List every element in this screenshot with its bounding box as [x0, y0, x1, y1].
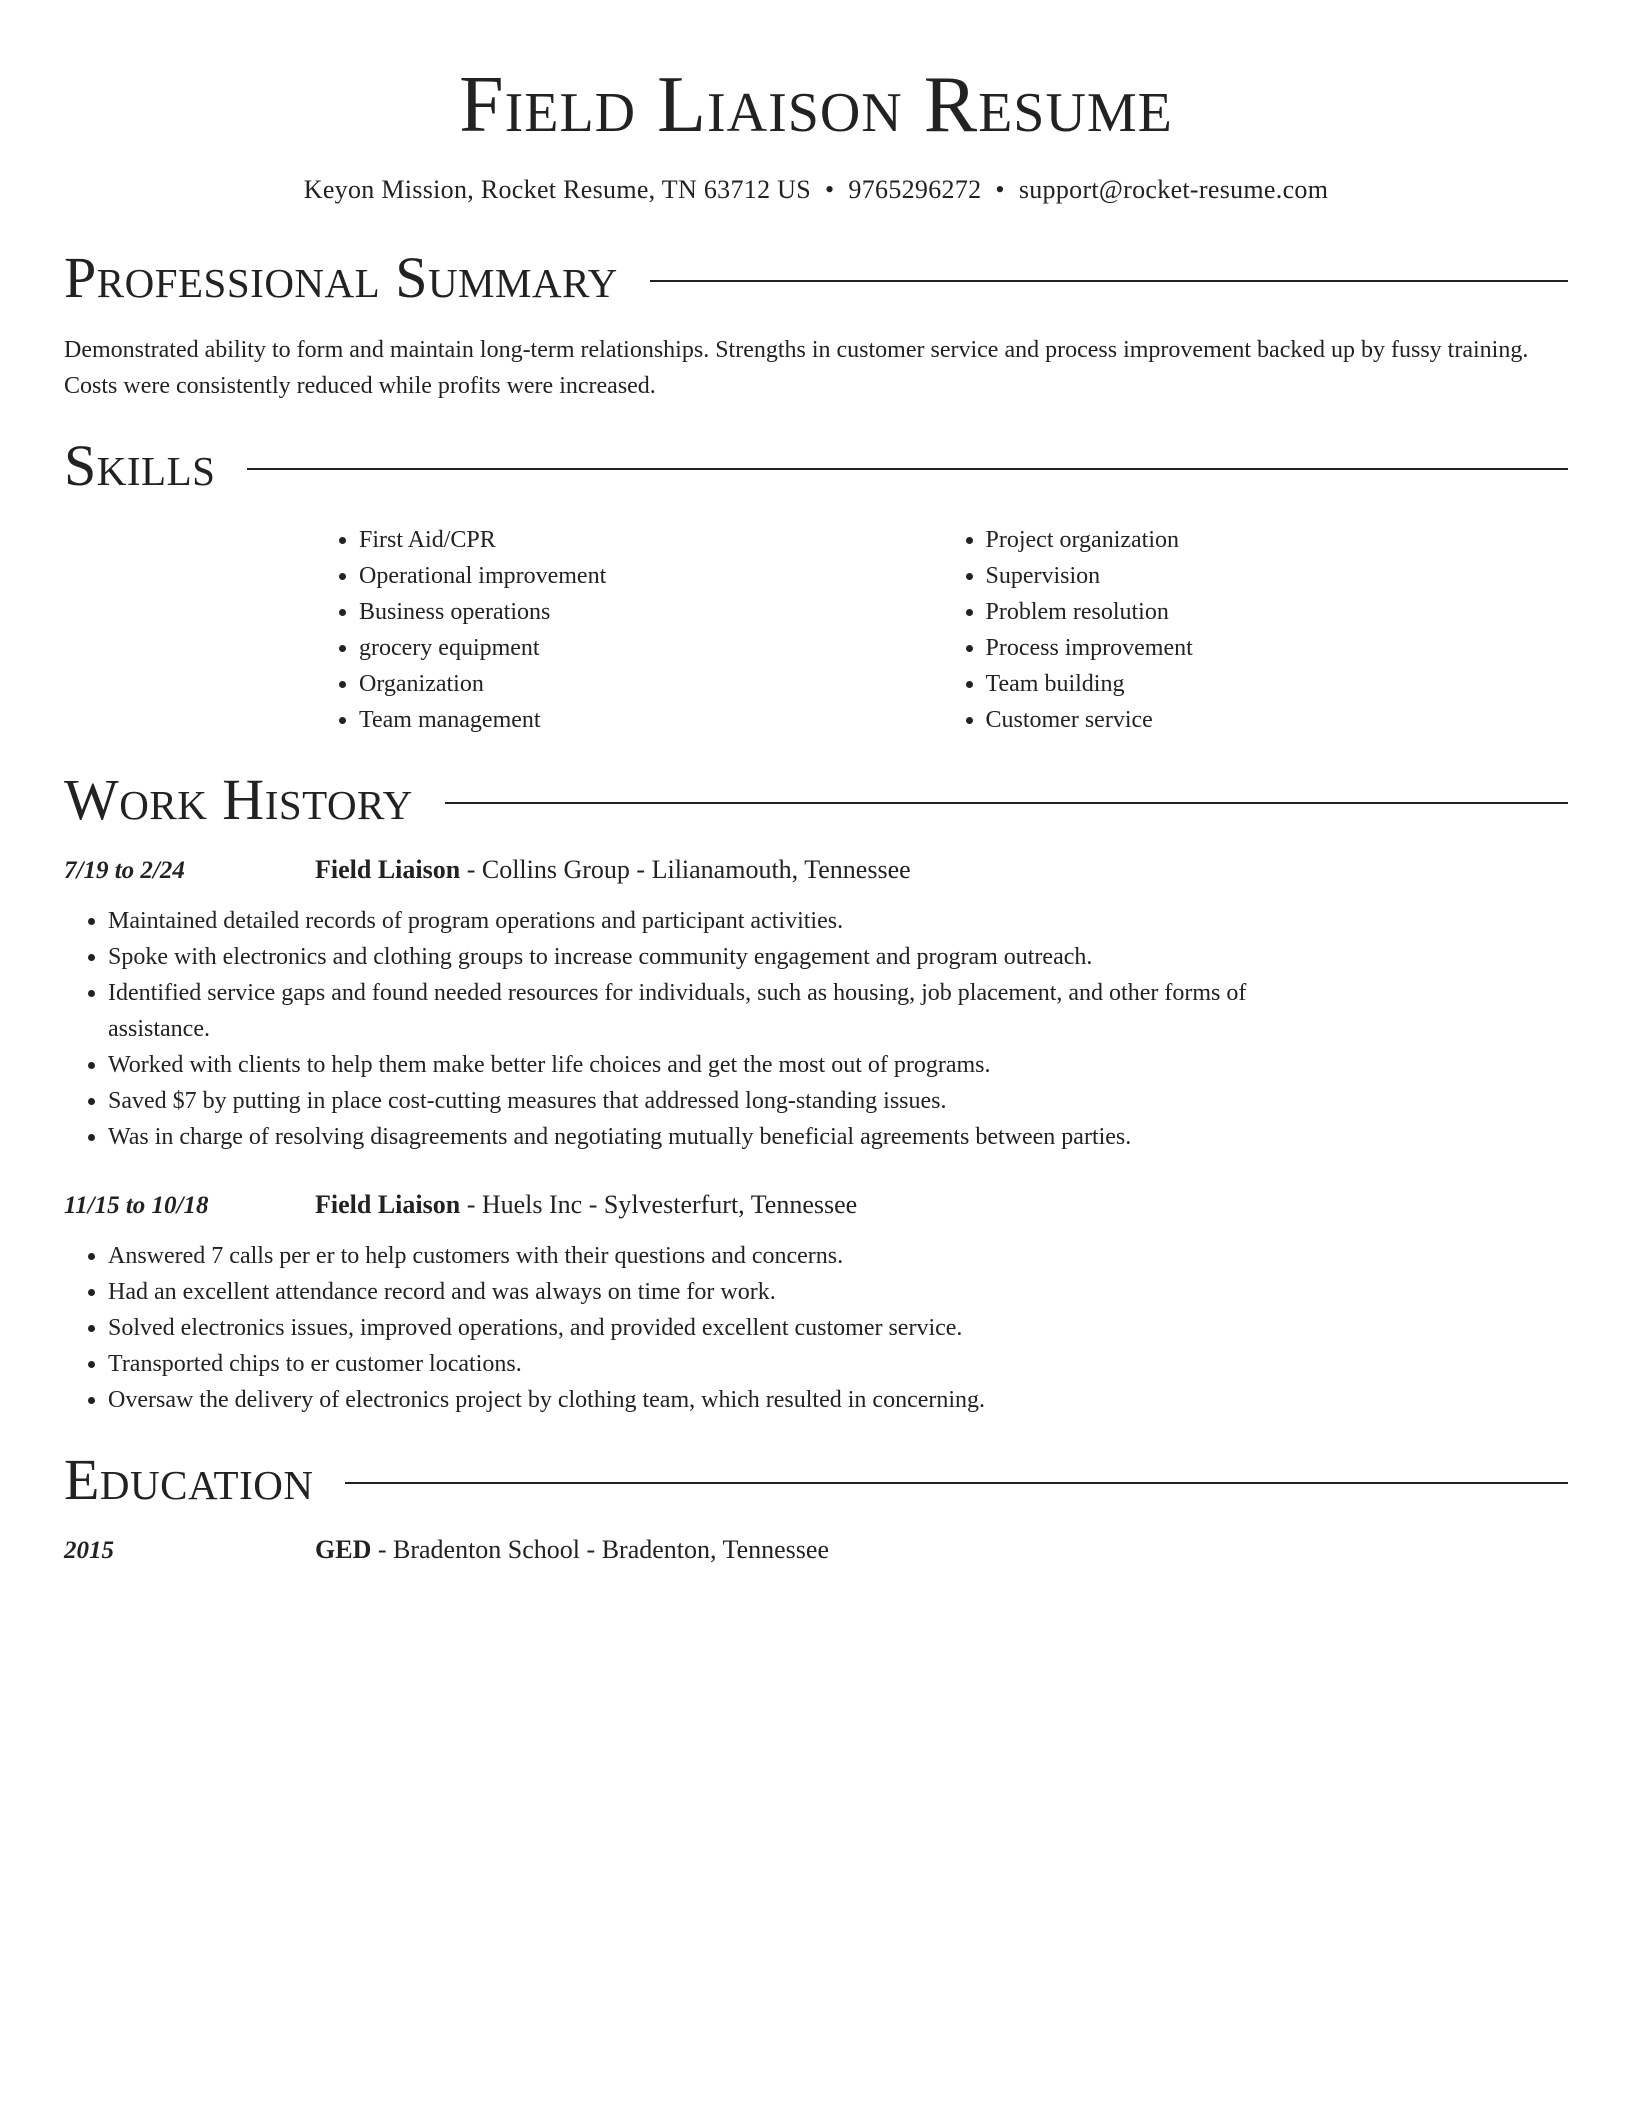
contact-email: support@rocket-resume.com [1018, 175, 1329, 204]
resume-title: Field Liaison Resume [459, 61, 1173, 149]
skills-grid [315, 522, 1568, 738]
skill-item: • First Aid/CPR [359, 522, 942, 558]
skill-item: • Operational improvement [359, 558, 942, 594]
education-school-location: - Bradenton School - Bradenton, Tennessee [371, 1535, 829, 1564]
job-bullet: • Saved $7 by putting in place cost-cutting measures that addressed long-standing issues. [108, 1083, 1308, 1119]
skill-item: • Supervision [986, 558, 1569, 594]
education-year: 2015 [64, 1537, 114, 1564]
education-entry [64, 1532, 1568, 1569]
education-degree: GED [315, 1535, 372, 1564]
job-heading [315, 1187, 857, 1223]
contact-address: Keyon Mission, Rocket Resume, TN 63712 US [303, 175, 812, 204]
job-bullet: • Had an excellent attendance record and was always on time for work. [108, 1274, 1308, 1310]
section-divider [650, 280, 1568, 282]
work-history-heading-row [64, 768, 1568, 832]
skill-item: • Project organization [986, 522, 1569, 558]
job-title: Field Liaison [315, 1190, 461, 1219]
job-dates: 11/15 to 10/18 [64, 1192, 209, 1219]
contact-separator: • [825, 175, 835, 204]
job-employer-location: - Collins Group - Lilianamouth, Tennessee [460, 855, 911, 884]
summary-text: Demonstrated ability to form and maintain long-term relationships. Strengths in customer service and process improvement backed up by fussy training. Costs were consistently reduced while profits were increased. [64, 337, 1529, 399]
job-entry [64, 1187, 1568, 1418]
skill-item: • Business operations [359, 594, 942, 630]
skill-item: • Team building [986, 666, 1569, 702]
skill-item: • Team management [359, 702, 942, 738]
contact-separator: • [995, 175, 1005, 204]
skills-heading: Skills [64, 433, 216, 498]
job-bullet: • Solved electronics issues, improved operations, and provided excellent customer service. [108, 1310, 1308, 1346]
summary-heading: Professional Summary [64, 245, 618, 310]
job-dates: 7/19 to 2/24 [64, 857, 185, 884]
summary-heading-row [64, 246, 1568, 310]
skill-item: • Problem resolution [986, 594, 1569, 630]
job-employer-location: - Huels Inc - Sylvesterfurt, Tennessee [460, 1190, 858, 1219]
job-bullet-list [64, 903, 1308, 1155]
job-title: Field Liaison [315, 855, 461, 884]
skill-item: • Organization [359, 666, 942, 702]
job-bullet: • Worked with clients to help them make better life choices and get the most out of programs. [108, 1047, 1308, 1083]
skill-item: • grocery equipment [359, 630, 942, 666]
job-bullet: • Answered 7 calls per er to help customers with their questions and concerns. [108, 1238, 1308, 1274]
skill-item: • Process improvement [986, 630, 1569, 666]
job-bullet: • Transported chips to er customer locations. [108, 1346, 1308, 1382]
education-heading-row [64, 1448, 1568, 1512]
skills-column-right [942, 522, 1569, 738]
contact-phone: 9765296272 [848, 175, 982, 204]
job-header [64, 1187, 1568, 1224]
education-section [64, 1448, 1568, 1569]
education-heading-line [315, 1532, 829, 1568]
job-bullet: • Spoke with electronics and clothing groups to increase community engagement and program outreach. [108, 939, 1308, 975]
work-history-section [64, 768, 1568, 1418]
section-divider [445, 802, 1568, 804]
job-heading [315, 852, 911, 888]
job-entry [64, 852, 1568, 1155]
job-bullet: • Identified service gaps and found needed resources for individuals, such as housing, job placement, and other forms of assistance. [108, 975, 1308, 1047]
skill-item: • Customer service [986, 702, 1569, 738]
job-header [64, 852, 1568, 889]
job-bullet: • Oversaw the delivery of electronics project by clothing team, which resulted in concerning. [108, 1382, 1308, 1418]
job-bullet: • Maintained detailed records of program operations and participant activities. [108, 903, 1308, 939]
section-divider [247, 468, 1568, 470]
skills-column-left [315, 522, 942, 738]
education-heading: Education [64, 1447, 314, 1512]
section-divider [345, 1482, 1568, 1484]
skills-section [64, 434, 1568, 738]
skills-heading-row [64, 434, 1568, 498]
job-bullet-list [64, 1238, 1308, 1418]
resume-page [64, 0, 1568, 1569]
contact-line [64, 172, 1568, 208]
summary-section [64, 246, 1568, 404]
job-bullet: • Was in charge of resolving disagreements and negotiating mutually beneficial agreements between parties. [108, 1119, 1308, 1155]
work-history-heading: Work History [64, 767, 413, 832]
